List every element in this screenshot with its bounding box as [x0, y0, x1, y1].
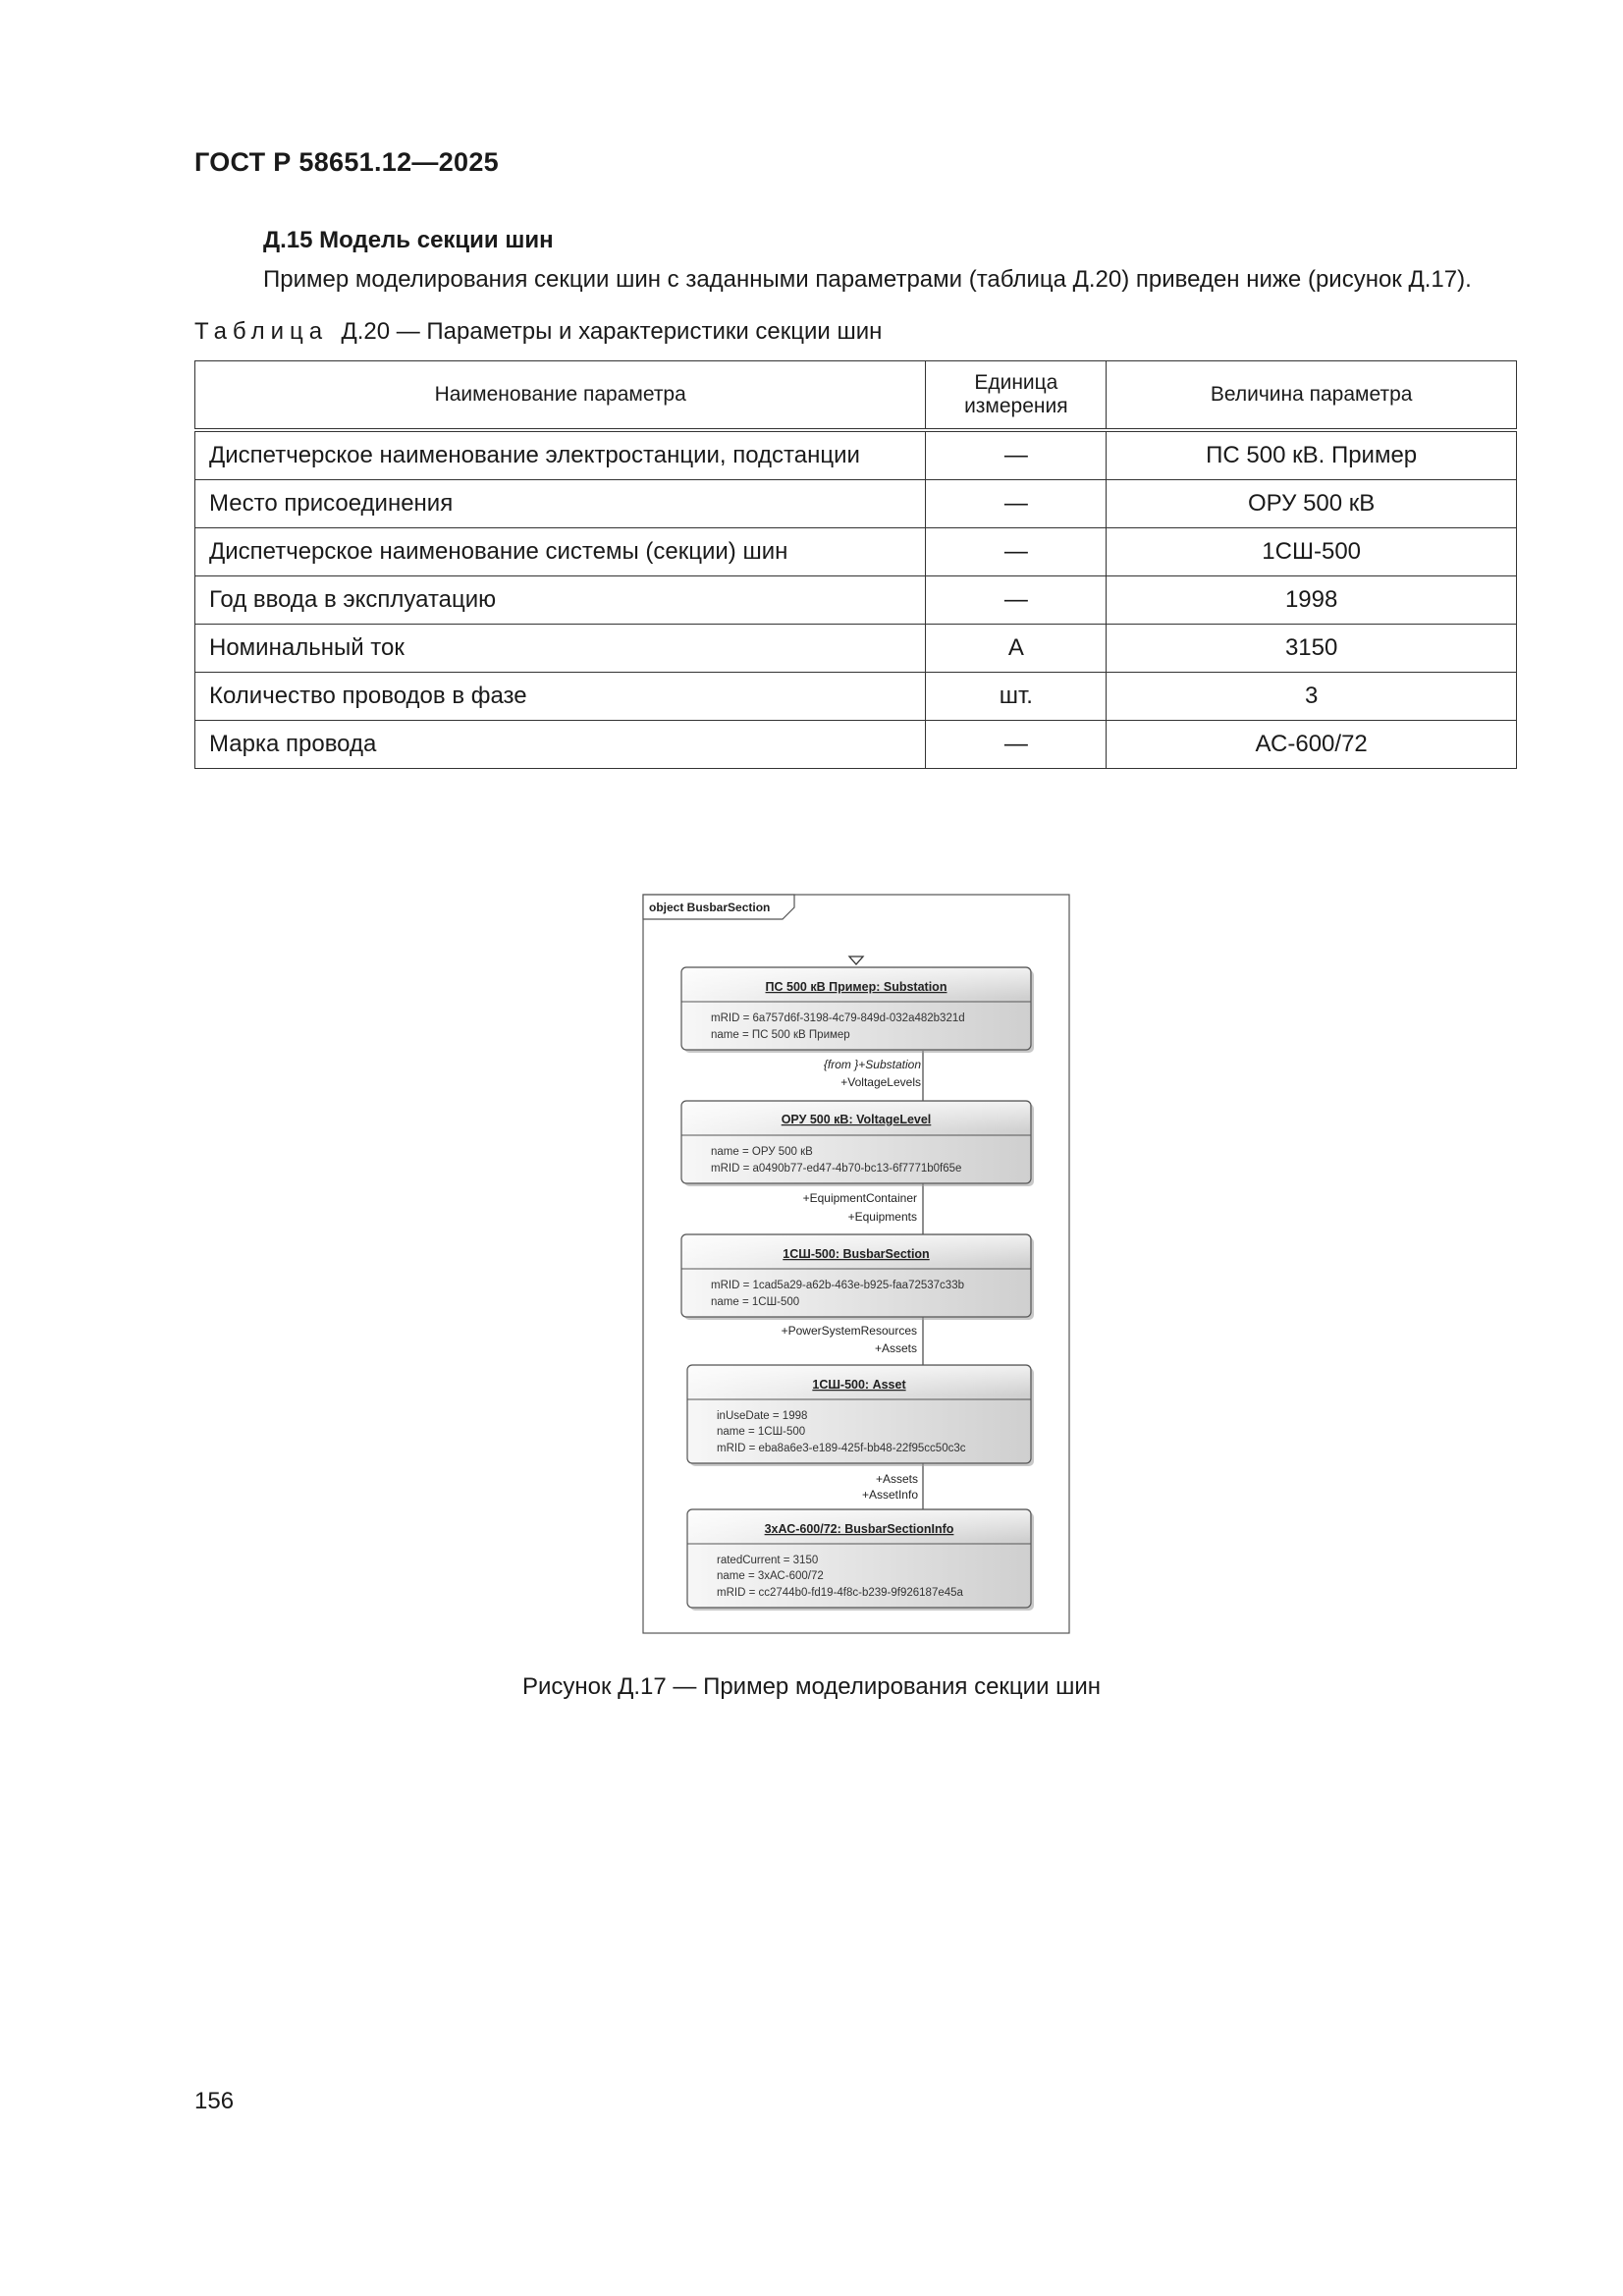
parameter-value: 1СШ-500 — [1107, 528, 1517, 576]
object-attribute: name = ПС 500 кВ Пример — [711, 1029, 850, 1041]
parameter-unit: — — [926, 430, 1107, 480]
link-role-top: +EquipmentContainer — [802, 1191, 917, 1205]
parameter-name: Диспетчерское наименование системы (секции) шин — [195, 528, 926, 576]
table-caption — [194, 318, 882, 346]
link-role-bottom: +VoltageLevels — [840, 1075, 921, 1089]
frame-label: object BusbarSection — [649, 901, 771, 914]
parameter-unit: А — [926, 625, 1107, 673]
object-title: ПС 500 кВ Пример: Substation — [765, 980, 947, 994]
page-number: 156 — [194, 2088, 235, 2114]
table-row — [195, 480, 1517, 528]
table-row — [195, 673, 1517, 721]
table-caption-text: Д.20 — Параметры и характеристики секции шин — [341, 318, 883, 345]
object-asset — [687, 1365, 1034, 1466]
link-role-top: +PowerSystemResources — [781, 1324, 917, 1338]
object-voltage-level — [681, 1101, 1034, 1186]
object-title: 1СШ-500: Asset — [812, 1378, 906, 1392]
parameter-unit: — — [926, 576, 1107, 625]
object-attribute: name = ОРУ 500 кВ — [711, 1146, 813, 1158]
object-attribute: mRID = 6a757d6f-3198-4c79-849d-032a482b321d — [711, 1012, 965, 1024]
parameter-unit: — — [926, 480, 1107, 528]
parameters-table — [194, 360, 1517, 769]
parameter-name: Место присоединения — [195, 480, 926, 528]
parameter-unit: — — [926, 528, 1107, 576]
object-attribute: mRID = 1cad5a29-a62b-463e-b925-faa72537c33b — [711, 1280, 964, 1291]
column-header-parameter: Наименование параметра — [195, 361, 926, 431]
parameter-name: Количество проводов в фазе — [195, 673, 926, 721]
table-row — [195, 576, 1517, 625]
link-role-top: +Assets — [875, 1472, 918, 1486]
table-header-row — [195, 361, 1517, 431]
parameter-value: ОРУ 500 кВ — [1107, 480, 1517, 528]
object-attribute: name = 1СШ-500 — [711, 1296, 800, 1308]
figure-caption: Рисунок Д.17 — Пример моделирования секции шин — [521, 1673, 1102, 1700]
table-caption-label: Таблица — [194, 318, 329, 345]
object-busbar-section-info — [687, 1509, 1034, 1611]
section-title: Д.15 Модель секции шин — [263, 227, 554, 253]
table-row — [195, 528, 1517, 576]
section-intro: Пример моделирования секции шин с заданными параметрами (таблица Д.20) приведен ниже (рисунок Д.17). — [263, 266, 1472, 293]
object-attribute: name = 3хАС-600/72 — [717, 1570, 824, 1582]
object-attribute: mRID = a0490b77-ed47-4b70-bc13-6f7771b0f65e — [711, 1163, 962, 1175]
document-header: ГОСТ Р 58651.12—2025 — [194, 147, 499, 177]
parameter-value: АС-600/72 — [1107, 721, 1517, 769]
column-header-value: Величина параметра — [1107, 361, 1517, 431]
object-attribute: name = 1СШ-500 — [717, 1426, 806, 1438]
parameter-name: Год ввода в эксплуатацию — [195, 576, 926, 625]
object-title: ОРУ 500 кВ: VoltageLevel — [781, 1113, 932, 1126]
object-attribute: inUseDate = 1998 — [717, 1410, 808, 1422]
column-header-unit: Единица измерения — [926, 361, 1107, 431]
table-row — [195, 430, 1517, 480]
object-title: 1СШ-500: BusbarSection — [783, 1247, 930, 1261]
parameter-unit: — — [926, 721, 1107, 769]
parameter-value: ПС 500 кВ. Пример — [1107, 430, 1517, 480]
link-role-bottom: +Equipments — [847, 1210, 917, 1224]
table-row — [195, 721, 1517, 769]
parameter-value: 3150 — [1107, 625, 1517, 673]
object-substation — [681, 967, 1034, 1053]
object-attribute: mRID = eba8a6e3-e189-425f-bb48-22f95cc50c3c — [717, 1443, 966, 1454]
table-row — [195, 625, 1517, 673]
link-role-bottom: +AssetInfo — [861, 1488, 918, 1502]
parameter-name: Диспетчерское наименование электростанции, подстанции — [195, 430, 926, 480]
object-attribute: mRID = cc2744b0-fd19-4f8c-b239-9f926187e45a — [717, 1587, 963, 1599]
parameter-value: 1998 — [1107, 576, 1517, 625]
parameter-unit: шт. — [926, 673, 1107, 721]
link-role-bottom: +Assets — [874, 1341, 917, 1355]
object-title: 3хАС-600/72: BusbarSectionInfo — [764, 1522, 954, 1536]
uml-object-diagram — [642, 894, 1070, 1634]
parameter-name: Марка провода — [195, 721, 926, 769]
object-attribute: ratedCurrent = 3150 — [717, 1555, 819, 1566]
object-busbar-section — [681, 1234, 1034, 1320]
parameter-name: Номинальный ток — [195, 625, 926, 673]
parameter-value: 3 — [1107, 673, 1517, 721]
link-role-top: {from }+Substation — [823, 1058, 921, 1071]
